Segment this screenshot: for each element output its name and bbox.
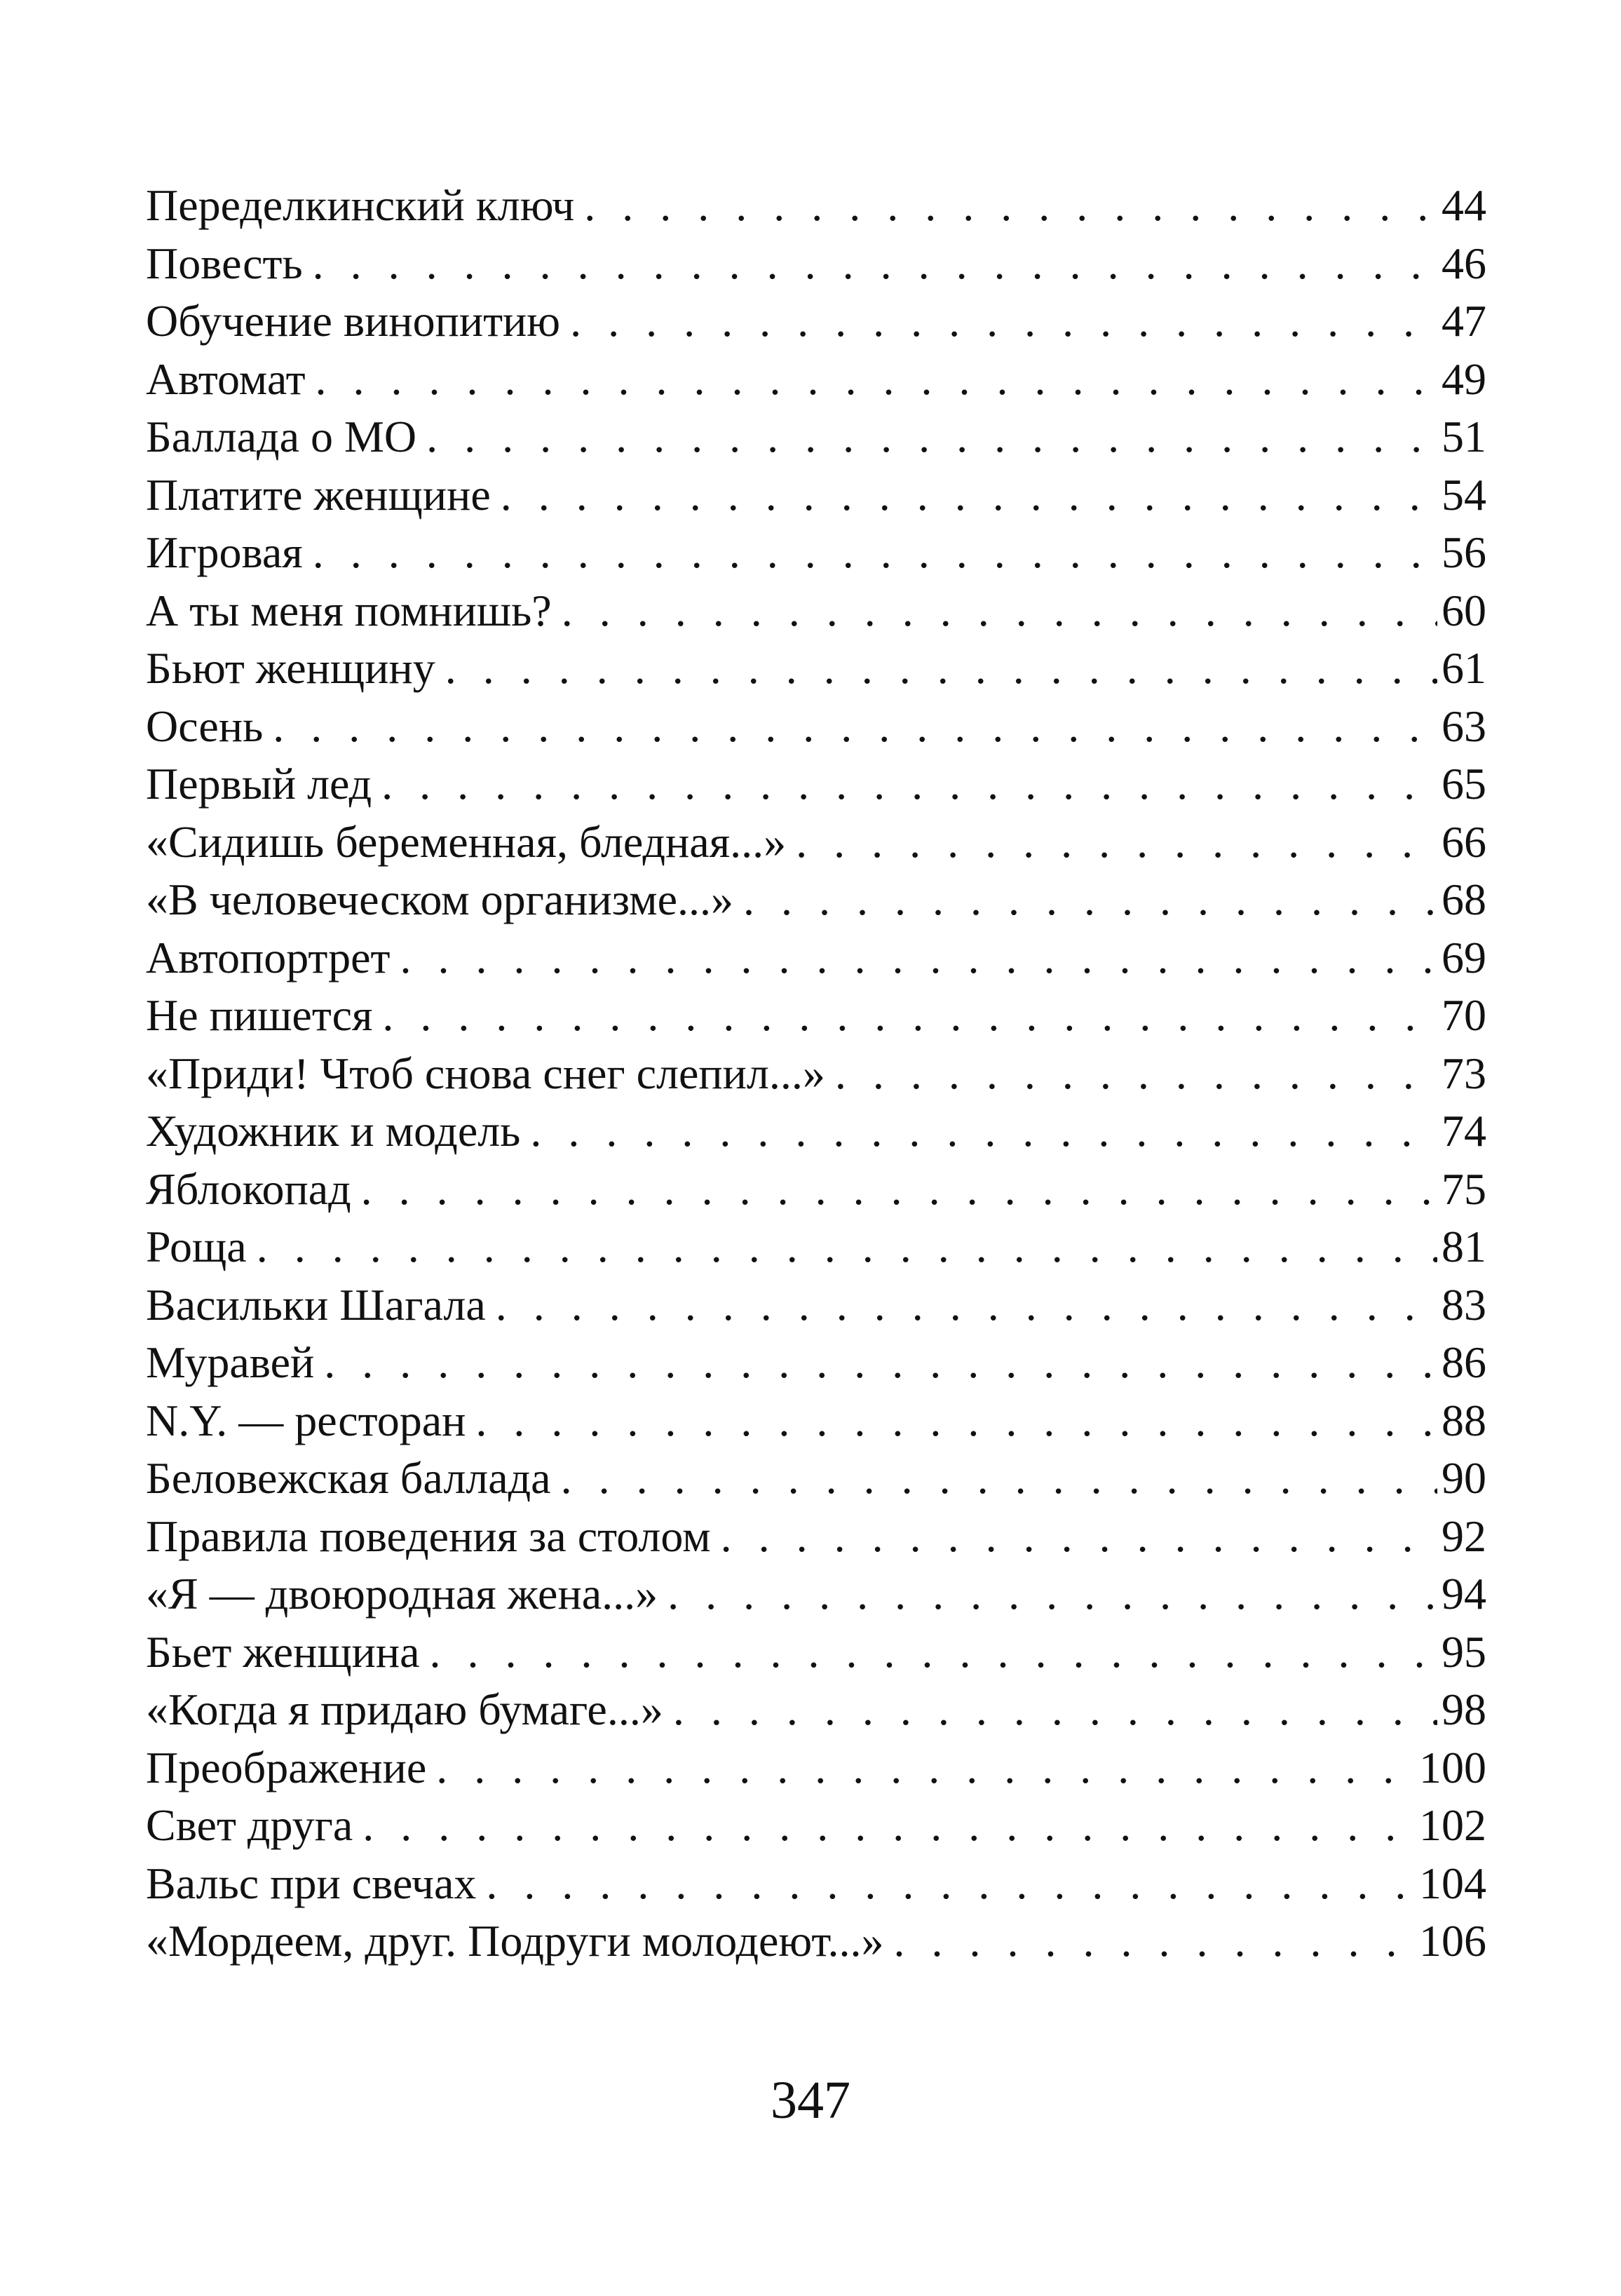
toc-entry-title: Переделкинский ключ [146,180,575,230]
dot-leader [313,235,1437,293]
toc-entry [146,987,1486,1045]
toc-entry-page: 104 [1419,1858,1486,1908]
dot-leader [496,1276,1437,1335]
toc-entry-page: 102 [1419,1800,1486,1850]
table-of-contents [146,177,1486,1971]
toc-entry-title: Бьет женщина [146,1626,420,1677]
toc-entry-page: 46 [1442,238,1486,288]
dot-leader [721,1508,1437,1566]
toc-entry-page: 94 [1442,1569,1486,1619]
toc-entry [146,1681,1486,1739]
toc-entry-page: 47 [1442,296,1486,346]
dot-leader [257,1218,1437,1276]
dot-leader [562,582,1437,640]
toc-entry-page: 98 [1442,1684,1486,1734]
toc-entry-page: 83 [1442,1279,1486,1330]
toc-entry [146,466,1486,525]
toc-entry-title: Автопортрет [146,932,391,982]
dot-leader [501,466,1437,525]
dot-leader [361,1161,1437,1219]
toc-entry [146,1739,1486,1797]
toc-entry-title: Платите женщине [146,469,491,520]
toc-entry-title: Осень [146,701,264,751]
toc-entry-title: Муравей [146,1337,315,1387]
toc-entry [146,698,1486,756]
toc-entry-title: Роща [146,1222,247,1271]
toc-entry [146,755,1486,813]
toc-entry [146,1218,1486,1276]
toc-entry-title: Яблокопад [146,1163,351,1214]
toc-entry-page: 100 [1419,1742,1486,1792]
toc-entry [146,1045,1486,1103]
toc-entry [146,1565,1486,1623]
toc-entry [146,1102,1486,1161]
toc-entry-page: 60 [1442,585,1486,635]
dot-leader [796,813,1437,872]
toc-entry-title: «Мордеем, друг. Подруги молодеют...» [146,1916,884,1966]
toc-entry-title: Игровая [146,527,303,577]
toc-entry-title: «Сидишь беременная, бледная...» [146,816,787,867]
dot-leader [486,1855,1415,1913]
toc-entry [146,871,1486,929]
toc-entry-page: 63 [1442,701,1486,751]
toc-entry-title: Повесть [146,238,303,288]
toc-entry [146,235,1486,293]
toc-entry-title: Баллада о МО [146,412,417,461]
dot-leader [324,1334,1437,1392]
toc-entry [146,929,1486,987]
dot-leader [430,1623,1437,1682]
dot-leader [584,177,1437,235]
dot-leader [382,987,1437,1045]
dot-leader [445,640,1437,698]
toc-entry-page: 74 [1442,1106,1486,1156]
toc-entry-title: А ты меня помнишь? [146,585,552,635]
toc-entry [146,1161,1486,1219]
dot-leader [436,1739,1415,1797]
toc-entry [146,1912,1486,1971]
toc-entry [146,640,1486,698]
toc-entry-title: N.Y. — ресторан [146,1395,466,1445]
toc-entry-title: Правила поведения за столом [146,1511,711,1561]
toc-entry-page: 75 [1442,1163,1486,1214]
dot-leader [381,755,1437,813]
toc-entry-page: 49 [1442,353,1486,404]
toc-entry [146,177,1486,235]
toc-entry-page: 81 [1442,1222,1486,1271]
toc-entry-page: 56 [1442,527,1486,577]
toc-entry-title: Художник и модель [146,1106,521,1156]
toc-entry-page: 73 [1442,1048,1486,1098]
toc-entry-title: Преображение [146,1742,427,1792]
toc-entry [146,351,1486,409]
dot-leader [894,1912,1415,1971]
toc-entry-page: 95 [1442,1626,1486,1677]
toc-entry [146,582,1486,640]
page-number: 347 [771,2071,850,2130]
toc-entry-title: Беловежская баллада [146,1453,551,1503]
dot-leader [400,929,1438,987]
toc-entry [146,1508,1486,1566]
dot-leader [273,698,1437,756]
toc-entry-page: 54 [1442,469,1486,520]
dot-leader [570,292,1437,351]
toc-entry-page: 88 [1442,1395,1486,1445]
toc-entry-title: Автомат [146,353,306,404]
toc-entry-title: Свет друга [146,1800,353,1850]
dot-leader [362,1797,1415,1855]
toc-entry [146,1855,1486,1913]
dot-leader [673,1681,1437,1739]
toc-entry-page: 65 [1442,759,1486,809]
toc-entry-title: Бьют женщину [146,643,435,693]
dot-leader [530,1102,1437,1161]
dot-leader [475,1392,1437,1450]
toc-entry-page: 66 [1442,816,1486,867]
toc-entry [146,408,1486,466]
toc-entry-page: 90 [1442,1453,1486,1503]
toc-entry-page: 51 [1442,412,1486,461]
toc-entry [146,292,1486,351]
dot-leader [316,351,1437,409]
dot-leader [313,524,1437,582]
toc-entry-title: «Я — двоюродная жена...» [146,1569,658,1619]
toc-entry [146,1450,1486,1508]
toc-entry [146,1392,1486,1450]
dot-leader [667,1565,1437,1623]
toc-entry-title: «Приди! Чтоб снова снег слепил...» [146,1048,825,1098]
toc-entry-title: Первый лед [146,759,372,809]
toc-entry [146,1797,1486,1855]
toc-entry-page: 106 [1419,1916,1486,1966]
toc-entry-title: Не пишется [146,990,373,1040]
toc-entry-page: 86 [1442,1337,1486,1387]
dot-leader [561,1450,1437,1508]
toc-entry-page: 70 [1442,990,1486,1040]
toc-entry-title: Вальс при свечах [146,1858,477,1908]
toc-entry [146,1623,1486,1682]
toc-entry [146,813,1486,872]
toc-entry [146,1334,1486,1392]
toc-entry-page: 68 [1442,874,1486,924]
dot-leader [835,1045,1437,1103]
toc-entry-title: «В человеческом организме...» [146,874,734,924]
toc-entry-title: Обучение винопитию [146,296,561,346]
toc-entry-page: 44 [1442,180,1486,230]
toc-entry-title: «Когда я придаю бумаге...» [146,1684,663,1734]
toc-entry-page: 69 [1442,932,1486,982]
toc-entry [146,524,1486,582]
dot-leader [743,871,1437,929]
dot-leader [426,408,1437,466]
toc-entry-title: Васильки Шагала [146,1279,486,1330]
toc-entry-page: 61 [1442,643,1486,693]
toc-entry [146,1276,1486,1335]
toc-entry-page: 92 [1442,1511,1486,1561]
